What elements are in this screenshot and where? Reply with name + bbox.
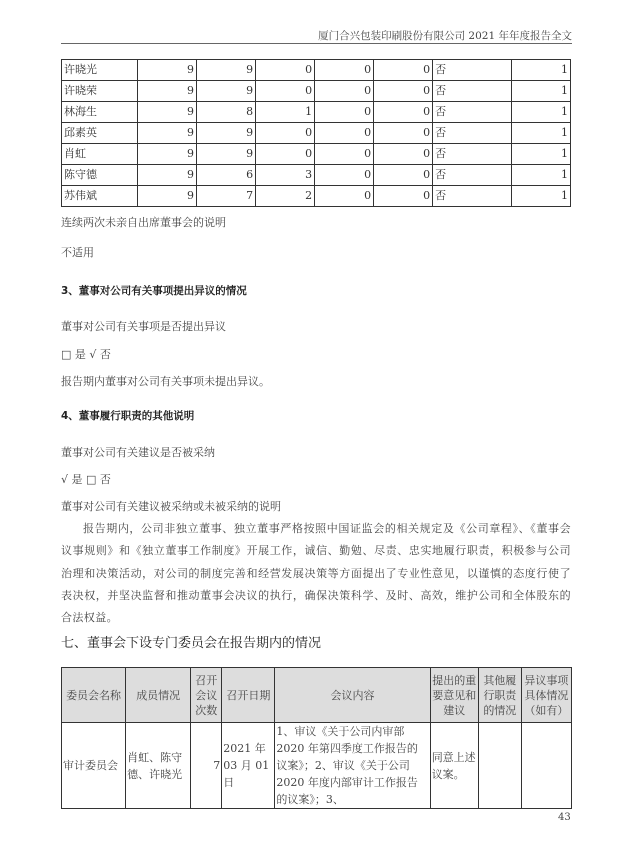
column-header: 成员情况: [126, 668, 191, 723]
table-cell: 0: [256, 81, 315, 102]
table-cell: 3: [256, 165, 315, 186]
table-cell: 审计委员会: [62, 723, 126, 809]
table-cell: 9: [138, 165, 197, 186]
table-cell: 1: [511, 186, 570, 207]
table-cell: 0: [374, 102, 433, 123]
table-cell: 0: [256, 60, 315, 81]
section-3-options: □ 是 √ 否: [61, 348, 111, 361]
attendance-table: [61, 59, 571, 207]
page-header: 厦门合兴包装印刷股份有限公司 2021 年年度报告全文: [61, 28, 572, 44]
table-cell: 1: [511, 165, 570, 186]
director-name-cell: 苏伟斌: [62, 186, 138, 207]
table-cell: 9: [197, 144, 256, 165]
table-cell: 9: [197, 123, 256, 144]
table-cell: 9: [138, 144, 197, 165]
section-3-title: 3、董事对公司有关事项提出异议的情况: [61, 285, 247, 297]
table-cell: 0: [374, 81, 433, 102]
table-row: [62, 186, 571, 207]
table-cell: 否: [433, 81, 512, 102]
table-cell: 2: [256, 186, 315, 207]
column-header: 会议内容: [275, 668, 430, 723]
section-4-question: 董事对公司有关建议是否被采纳: [61, 446, 215, 459]
director-name-cell: 陈守德: [62, 165, 138, 186]
table-row: [62, 60, 571, 81]
column-header: 其他履行职责的情况: [478, 668, 521, 723]
table-cell: 0: [315, 186, 374, 207]
section-3-question: 董事对公司有关事项是否提出异议: [61, 320, 226, 333]
section-4-paragraph: 报告期内，公司非独立董事、独立董事严格按照中国证监会的相关规定及《公司章程》、《董事会议事规则》和《独立董事工作制度》开展工作，诚信、勤勉、尽责、忠实地履行职责，积极参与公司治理和决策活动，对公司的制度完善和经营发展决策等方面提出了专业性意见，以谨慎的态度行使了表决权，并坚决监督和推动董事会决议的执行，确保决策科学、及时、高效，维护公司和全体股东的合法权益。: [61, 522, 571, 625]
column-header: 异议事项具体情况（如有）: [521, 668, 571, 723]
table-cell: 0: [374, 123, 433, 144]
section-4-title: 4、董事履行职责的其他说明: [61, 410, 195, 422]
table-cell: 0: [256, 123, 315, 144]
absence-note-label: 连续两次未亲自出席董事会的说明: [61, 216, 226, 229]
table-cell: 0: [256, 144, 315, 165]
table-row: [62, 144, 571, 165]
column-header: 召开日期: [222, 668, 275, 723]
table-cell: 1: [511, 144, 570, 165]
table-cell: 肖虹、陈守德、许晓光: [126, 723, 191, 809]
table-cell: 9: [197, 60, 256, 81]
table-cell: 否: [433, 165, 512, 186]
table-cell: 否: [433, 123, 512, 144]
column-header: 召开会议次数: [191, 668, 222, 723]
director-name-cell: 许晓光: [62, 60, 138, 81]
table-cell: 9: [138, 123, 197, 144]
table-cell: 0: [315, 102, 374, 123]
absence-note-value: 不适用: [61, 246, 94, 259]
table-row: [62, 723, 572, 809]
column-header: 提出的重要意见和建议: [430, 668, 478, 723]
table-row: [62, 81, 571, 102]
table-cell: 2021 年 03 月 01 日: [222, 723, 275, 809]
table-cell: 8: [197, 102, 256, 123]
director-name-cell: 肖虹: [62, 144, 138, 165]
table-cell: 0: [315, 60, 374, 81]
table-cell: 0: [315, 144, 374, 165]
table-cell: 0: [374, 60, 433, 81]
section-4-options: √ 是 □ 否: [61, 473, 111, 486]
table-cell: 9: [138, 60, 197, 81]
section-7-title: 七、董事会下设专门委员会在报告期内的情况: [61, 636, 322, 651]
page-number: 43: [558, 812, 571, 823]
table-cell: 0: [374, 144, 433, 165]
section-4-note-label: 董事对公司有关建议被采纳或未被采纳的说明: [61, 500, 281, 513]
table-cell: 1: [511, 123, 570, 144]
table-cell: 9: [197, 81, 256, 102]
table-row: [62, 165, 571, 186]
column-header: 委员会名称: [62, 668, 126, 723]
table-cell: 6: [197, 165, 256, 186]
director-name-cell: 许晓荣: [62, 81, 138, 102]
table-cell: 0: [315, 165, 374, 186]
table-cell: 0: [374, 186, 433, 207]
table-row: [62, 123, 571, 144]
table-cell: 1: [256, 102, 315, 123]
table-cell: 1: [511, 60, 570, 81]
table-cell: 同意上述议案。: [430, 723, 478, 809]
table-cell: 否: [433, 102, 512, 123]
section-3-statement: 报告期内董事对公司有关事项未提出异议。: [61, 375, 270, 388]
table-cell: [478, 723, 521, 809]
table-cell: 0: [315, 81, 374, 102]
table-cell: 1、审议《关于公司内审部 2020 年第四季度工作报告的议案》；2、审议《关于公司 2020 年度内部审计工作报告的议案》；3、: [275, 723, 430, 809]
table-cell: 否: [433, 144, 512, 165]
director-name-cell: 邱素英: [62, 123, 138, 144]
table-cell: 7: [197, 186, 256, 207]
table-cell: 9: [138, 186, 197, 207]
table-cell: 否: [433, 186, 512, 207]
table-cell: 否: [433, 60, 512, 81]
table-cell: 9: [138, 81, 197, 102]
table-cell: 1: [511, 81, 570, 102]
director-name-cell: 林海生: [62, 102, 138, 123]
table-row: [62, 102, 571, 123]
committee-table: [61, 667, 572, 809]
table-cell: 7: [191, 723, 222, 809]
table-cell: 1: [511, 102, 570, 123]
table-cell: [521, 723, 571, 809]
table-cell: 9: [138, 102, 197, 123]
table-cell: 0: [374, 165, 433, 186]
table-cell: 0: [315, 123, 374, 144]
